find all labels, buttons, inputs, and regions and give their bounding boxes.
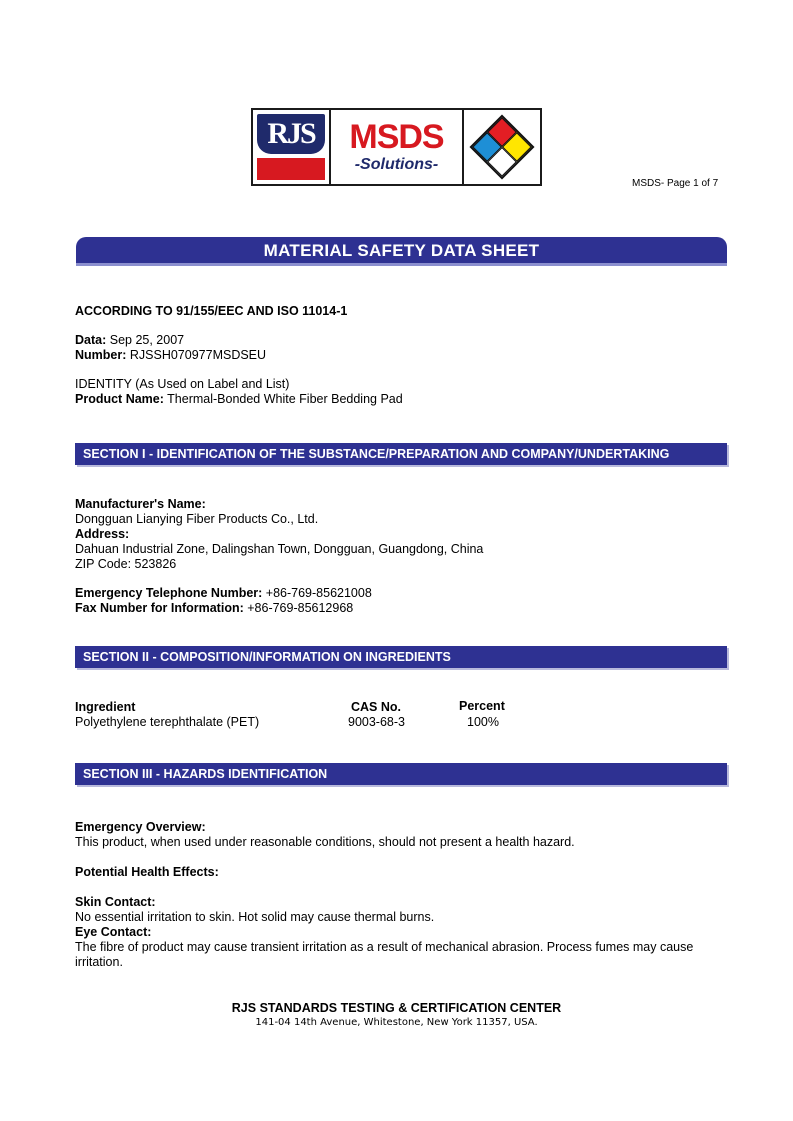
- product-name-line: [75, 392, 403, 407]
- section-2-header: SECTION II - COMPOSITION/INFORMATION ON INGREDIENTS: [75, 646, 727, 668]
- zip-code: ZIP Code: 523826: [75, 557, 177, 571]
- rjs-logo-text: RJS: [257, 114, 325, 154]
- solutions-wordmark-text: -Solutions-: [354, 156, 439, 173]
- regulation-reference: ACCORDING TO 91/155/EEC AND ISO 11014-1: [75, 304, 348, 318]
- address-label: Address:: [75, 527, 130, 541]
- footer-address: 141-04 14th Avenue, Whitestone, New York 11357, USA.: [255, 1017, 538, 1028]
- cas-column-header: CAS No.: [351, 700, 401, 714]
- emergency-overview-value: This product, when used under reasonable conditions, should not present a health hazard.: [75, 835, 575, 849]
- emergency-phone-value: +86-769-85621008: [262, 586, 372, 600]
- rjs-red-band: [257, 158, 325, 180]
- percent-column-header: Percent: [459, 699, 505, 713]
- eye-contact-value-continued: irritation.: [75, 955, 123, 969]
- emergency-phone-label: Emergency Telephone Number:: [75, 586, 263, 600]
- ingredient-column-header: Ingredient: [75, 700, 136, 714]
- section-3-header: SECTION III - HAZARDS IDENTIFICATION: [75, 763, 727, 785]
- fax-line: [75, 601, 353, 616]
- fax-label: Fax Number for Information:: [75, 601, 244, 615]
- data-label: Data:: [75, 333, 107, 347]
- emergency-overview-label: Emergency Overview:: [75, 820, 206, 834]
- section-1-header: SECTION I - IDENTIFICATION OF THE SUBSTANCE/PREPARATION AND COMPANY/UNDERTAKING: [75, 443, 727, 465]
- eye-contact-value: The fibre of product may cause transient irritation as a result of mechanical abrasion. Process fumes may cause: [75, 940, 694, 954]
- data-value: Sep 25, 2007: [106, 333, 185, 347]
- identity-line: IDENTITY (As Used on Label and List): [75, 377, 290, 391]
- ingredient-cell: Polyethylene terephthalate (PET): [75, 715, 260, 729]
- number-label: Number:: [75, 348, 127, 362]
- data-line: [75, 333, 184, 348]
- msds-solutions-wordmark: [331, 110, 464, 184]
- emergency-phone-line: [75, 586, 372, 601]
- percent-cell: 100%: [467, 715, 499, 729]
- skin-contact-value: No essential irritation to skin. Hot solid may cause thermal burns.: [75, 910, 435, 924]
- manufacturer-label: Manufacturer's Name:: [75, 497, 206, 511]
- page-number: MSDS- Page 1 of 7: [632, 178, 719, 189]
- number-value: RJSSH070977MSDSEU: [126, 348, 267, 362]
- manufacturer-value: Dongguan Lianying Fiber Products Co., Ltd.: [75, 512, 319, 526]
- eye-contact-label: Eye Contact:: [75, 925, 152, 939]
- msds-wordmark-text: MSDS: [349, 118, 444, 156]
- hazard-diamond-icon: [464, 110, 540, 184]
- number-line: [75, 348, 266, 363]
- address-value: Dahuan Industrial Zone, Dalingshan Town, Dongguan, Guangdong, China: [75, 542, 484, 556]
- rjs-msds-logo: [251, 108, 542, 186]
- health-effects-label: Potential Health Effects:: [75, 865, 219, 879]
- document-title-banner: MATERIAL SAFETY DATA SHEET: [76, 237, 727, 263]
- fax-value: +86-769-85612968: [243, 601, 354, 615]
- product-name-label: Product Name:: [75, 392, 164, 406]
- skin-contact-label: Skin Contact:: [75, 895, 156, 909]
- footer-organization: RJS STANDARDS TESTING & CERTIFICATION CENTER: [231, 1001, 562, 1015]
- product-name-value: Thermal-Bonded White Fiber Bedding Pad: [163, 392, 403, 406]
- cas-cell: 9003-68-3: [348, 715, 405, 729]
- rjs-emblem: [253, 110, 331, 184]
